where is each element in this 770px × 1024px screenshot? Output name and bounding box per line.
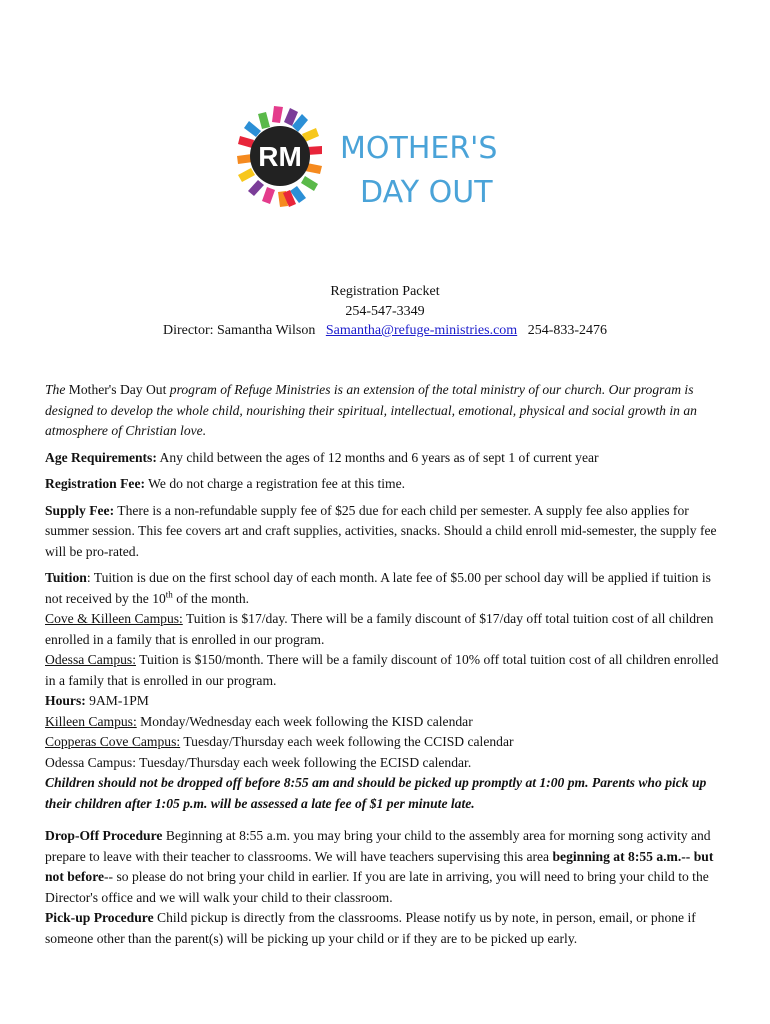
supply-label: Supply Fee: [45,502,115,518]
intro-paragraph [45,380,725,442]
pickup-label: Pick-up Procedure [45,910,154,925]
pickup-procedure [45,908,725,949]
tuition-label: Tuition [45,570,87,585]
main-phone: 254-547-3349 [345,303,425,319]
director-line [0,321,770,341]
intro-rest: program of Refuge Ministries is an extension of the total ministry of our church. Our program is designed to develop the whole child, nourishing their spiritual, intellectual, emotional, physical and social growth in an atmosphere of Christian love. [45,382,697,438]
copperas-label: Copperas Cove Campus: [45,734,181,749]
tuition-text-b: of the month. [172,590,250,606]
late-pickup-warning: Children should not be dropped off before 8:55 am and should be picked up promptly at 1:00 pm. Parents who pick up their children after 1:05 p.m. will be assessed a late fee of $1 per minute late. [45,775,707,811]
dropoff-procedure [45,826,725,908]
monogram-text: RM [258,141,302,172]
logo-graphic [230,100,540,230]
odessa-label: Odessa Campus: [45,652,136,667]
age-text: Any child between the ages of 12 months and 6 years as of sept 1 of current year [156,449,599,465]
director-phone: 254-833-2476 [527,323,608,338]
mothers-day-out-logo [230,100,540,230]
age-requirements [45,448,725,469]
killeen-schedule [45,712,725,733]
hours [45,691,725,712]
document-body [45,380,725,949]
dropoff-bold: beginning at 8:55 a.m.-- but not before [45,848,714,884]
cove-text: Tuition is $17/day. There will be a family discount of $17/day off total tuition cost of all children enrolled in a family that is enrolled in our program. [45,611,714,647]
killeen-label: Killeen Campus: [45,713,137,729]
tuition-paragraph [45,568,725,609]
supply-fee [45,501,725,563]
cove-killeen-tuition [45,609,725,650]
odessa-schedule: Odessa Campus: Tuesday/Thursday each week following the ECISD calendar. [45,754,472,770]
logo-line1: MOTHER'S [340,131,498,166]
killeen-text: Monday/Wednesday each week following the KISD calendar [136,713,473,729]
registration-fee [45,474,725,495]
hours-value: 9AM-1PM [85,693,149,708]
registration-text: We do not charge a registration fee at this time. [145,476,406,491]
supply-text: There is a non-refundable supply fee of $25 due for each child per semester. A supply fee also applies for summer session. This fee covers art and craft supplies, activities, snacks. Should a child enroll mid-semester, the supply fee will be pro-rated. [45,502,717,559]
pickup-text: Child pickup is directly from the classrooms. Please notify us by note, in person, email, or phone if someone other than the parent(s) will be picking up your child or if they are to be picked up early. [45,910,696,946]
tuition-sup: th [165,588,173,599]
odessa-text: Tuition is $150/month. There will be a family discount of 10% off total tuition cost of all children enrolled in a family that is enrolled in our program. [45,652,719,688]
intro-the: The [45,382,66,397]
director-label: Director: Samantha Wilson [162,323,316,338]
dropoff-text-a: Beginning at 8:55 a.m. you may bring your child to the assembly area for morning song activity and prepare to leave with their teacher to classrooms. We will have teachers supervising this area [45,828,711,864]
header-block [0,282,770,341]
cove-label: Cove & Killeen Campus: [45,611,183,626]
copperas-schedule [45,732,725,753]
intro-mdo: Mother's Day Out [65,382,170,397]
dropoff-text-b: -- so please do not bring your child in earlier. If you are late in arriving, you will need to bring your child to the Director's office and we will walk your child to their classroom. [45,869,709,905]
odessa-tuition [45,650,725,691]
hours-label: Hours: [45,693,86,708]
registration-label: Registration Fee: [45,476,146,491]
tuition-text-a: : Tuition is due on the first school day of each month. A late fee of $5.00 per school day will be applied if tuition is not received by the 10 [45,570,711,606]
logo-line2: DAY OUT [360,175,493,210]
director-email-link[interactable]: Samantha@refuge-ministries.com [325,323,518,338]
age-label: Age Requirements: [45,449,157,465]
dropoff-label: Drop-Off Procedure [45,828,163,843]
copperas-text: Tuesday/Thursday each week following the CCISD calendar [180,734,514,749]
packet-title: Registration Packet [330,284,440,299]
